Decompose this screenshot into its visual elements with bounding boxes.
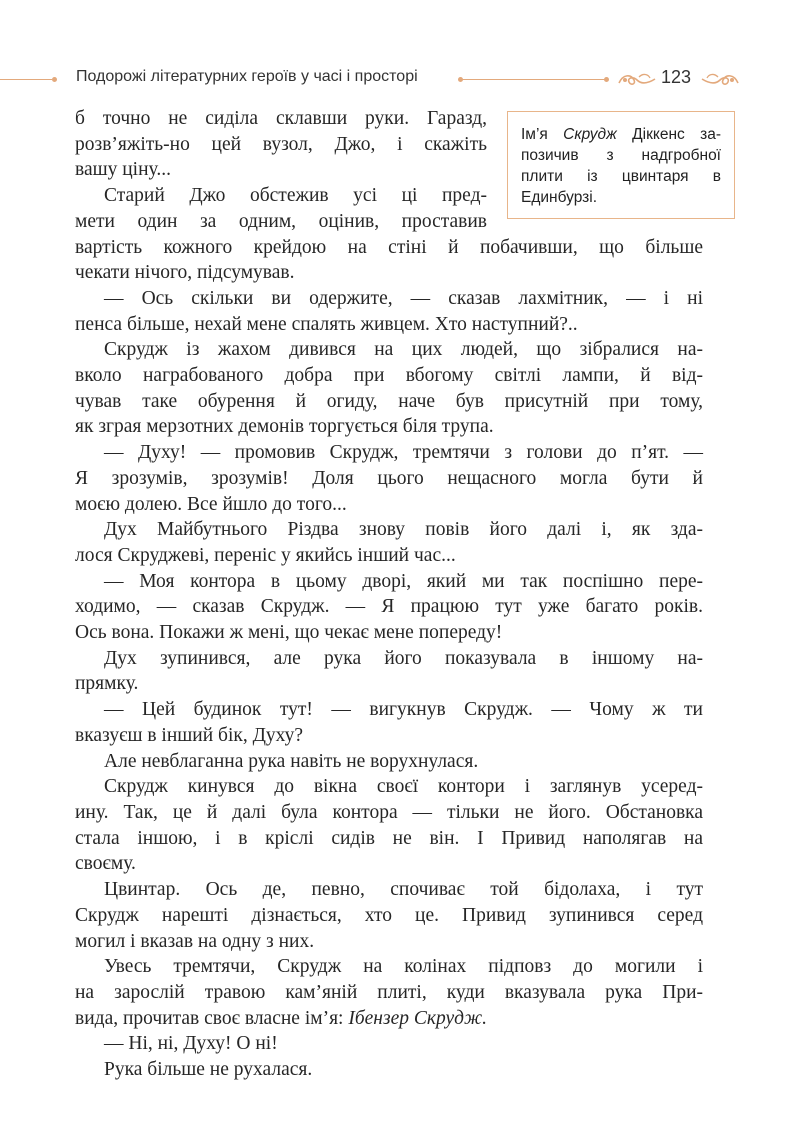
text-line: Ось вона. Покажи ж мені, що чекає мене попереду! bbox=[75, 622, 503, 644]
text-line: Але невблаганна рука навіть не ворухнулася. bbox=[104, 750, 479, 772]
paragraph bbox=[75, 877, 703, 954]
note-line: Единбурзі. bbox=[521, 189, 598, 206]
text-line: Дух зупинився, але рука його показувала в іншому на- bbox=[104, 647, 703, 669]
note-line: позичив з надгробної bbox=[521, 147, 721, 164]
paragraph bbox=[75, 337, 703, 440]
text-line: Я зрозумів, зрозумів! Доля цього нещасного могла бути й bbox=[75, 467, 703, 489]
running-title: Подорожі літературних героїв у часі і просторі bbox=[76, 68, 418, 85]
paragraph bbox=[75, 1057, 703, 1083]
paragraph bbox=[75, 183, 703, 286]
text-line: Скрудж із жахом дивився на цих людей, що зібралися на- bbox=[104, 339, 703, 361]
text-line: б точно не сиділа склавши руки. Гаразд, bbox=[75, 108, 487, 129]
paragraph bbox=[75, 517, 703, 568]
swirl-ornament-icon bbox=[617, 70, 657, 90]
text-line: вашу ціну... bbox=[75, 159, 171, 181]
paragraph bbox=[75, 697, 703, 748]
text-line: ину. Так, це й далі була контора — тільки не його. Обстановка bbox=[75, 801, 703, 823]
text-line: — Цей будинок тут! — вигукнув Скрудж. — Чому ж ти bbox=[104, 699, 703, 721]
header-dot bbox=[52, 77, 57, 82]
text-line: Скрудж кинувся до вікна своєї контори і заглянув усеред- bbox=[104, 776, 703, 798]
text-line: стала іншою, і в кріслі сидів не він. І Привид наполягав на bbox=[75, 827, 703, 849]
header-rule-left bbox=[0, 79, 52, 80]
text-line: чував таке обурення й огиду, наче був присутній при тому, bbox=[75, 390, 703, 412]
text-line: розв’яжіть-но цей вузол, Джо, і скажіть bbox=[75, 133, 487, 155]
text-line: прямку. bbox=[75, 673, 139, 695]
paragraph bbox=[75, 286, 703, 337]
text-line: — Ось скільки ви одержите, — сказав лахмітник, — і ні bbox=[104, 287, 703, 309]
text-line: на зарослій травою кам’яній плиті, куди вказувала рука При- bbox=[75, 981, 703, 1003]
page-number: 123 bbox=[661, 67, 692, 87]
text-line: Цвинтар. Ось де, певно, спочиває той бідолаха, і тут bbox=[104, 879, 703, 901]
text-line: пенса більше, нехай мене спалять живцем. Хто наступний?.. bbox=[75, 313, 578, 335]
text-line: як зграя мерзотних демонів торгується біля трупа. bbox=[75, 416, 494, 438]
text-line: вколо награбованого добра при вбогому світлі лампи, й від- bbox=[75, 365, 703, 387]
text-line: — Моя контора в цьому дворі, який ми так поспішно пере- bbox=[104, 570, 703, 592]
text-line: Скрудж нарешті дізнається, хто це. Привид зупинився серед bbox=[75, 904, 703, 926]
text-line: ходимо, — сказав Скрудж. — Я працюю тут уже багато років. bbox=[75, 596, 703, 618]
gravestone-name: Ібензер Скрудж. bbox=[348, 1007, 487, 1029]
text-line: своєму. bbox=[75, 853, 136, 875]
paragraph bbox=[75, 646, 703, 697]
header-dot bbox=[604, 77, 609, 82]
text-line: могил і вказав на одну з них. bbox=[75, 930, 315, 952]
paragraph bbox=[75, 774, 703, 877]
body-text bbox=[75, 106, 703, 1083]
text-line: вказуєш в інший бік, Духу? bbox=[75, 724, 304, 746]
paragraph bbox=[75, 749, 703, 775]
text-line: моєю долею. Все йшло до того... bbox=[75, 493, 347, 515]
paragraph bbox=[75, 1031, 703, 1057]
paragraph bbox=[75, 106, 703, 183]
note-line: плити із цвинтаря в bbox=[521, 168, 721, 185]
text-line: — Духу! — промовив Скрудж, тремтячи з голови до п’ят. — bbox=[104, 442, 703, 464]
text-line: лося Скруджеві, переніс у якийсь інший час... bbox=[75, 544, 456, 566]
paragraph bbox=[75, 569, 703, 646]
page-header bbox=[0, 62, 794, 98]
header-rule-middle bbox=[461, 79, 606, 80]
paragraph bbox=[75, 954, 703, 1031]
note-line: Ім’я Скрудж Діккенс за- bbox=[521, 126, 722, 143]
text-line: вида, прочитав своє власне ім’я: Ібензер Скрудж. bbox=[75, 1007, 487, 1029]
text-line: Рука більше не рухалася. bbox=[104, 1059, 313, 1081]
text-line: чекати нічого, підсумував. bbox=[75, 262, 295, 284]
paragraph bbox=[75, 440, 703, 517]
text-line: Увесь тремтячи, Скрудж на колінах підповз до могили і bbox=[104, 956, 703, 978]
text-line: Дух Майбутнього Різдва знову повів його далі і, як зда- bbox=[104, 519, 703, 541]
swirl-ornament-icon bbox=[700, 70, 740, 90]
text-line: — Ні, ні, Духу! О ні! bbox=[104, 1033, 278, 1055]
text-line: Старий Джо обстежив усі ці пред- bbox=[104, 185, 487, 207]
text-line: вартість кожного крейдою на стіні й побачивши, що більше bbox=[75, 236, 703, 258]
text-line: мети один за одним, оцінив, проставив bbox=[75, 210, 487, 232]
